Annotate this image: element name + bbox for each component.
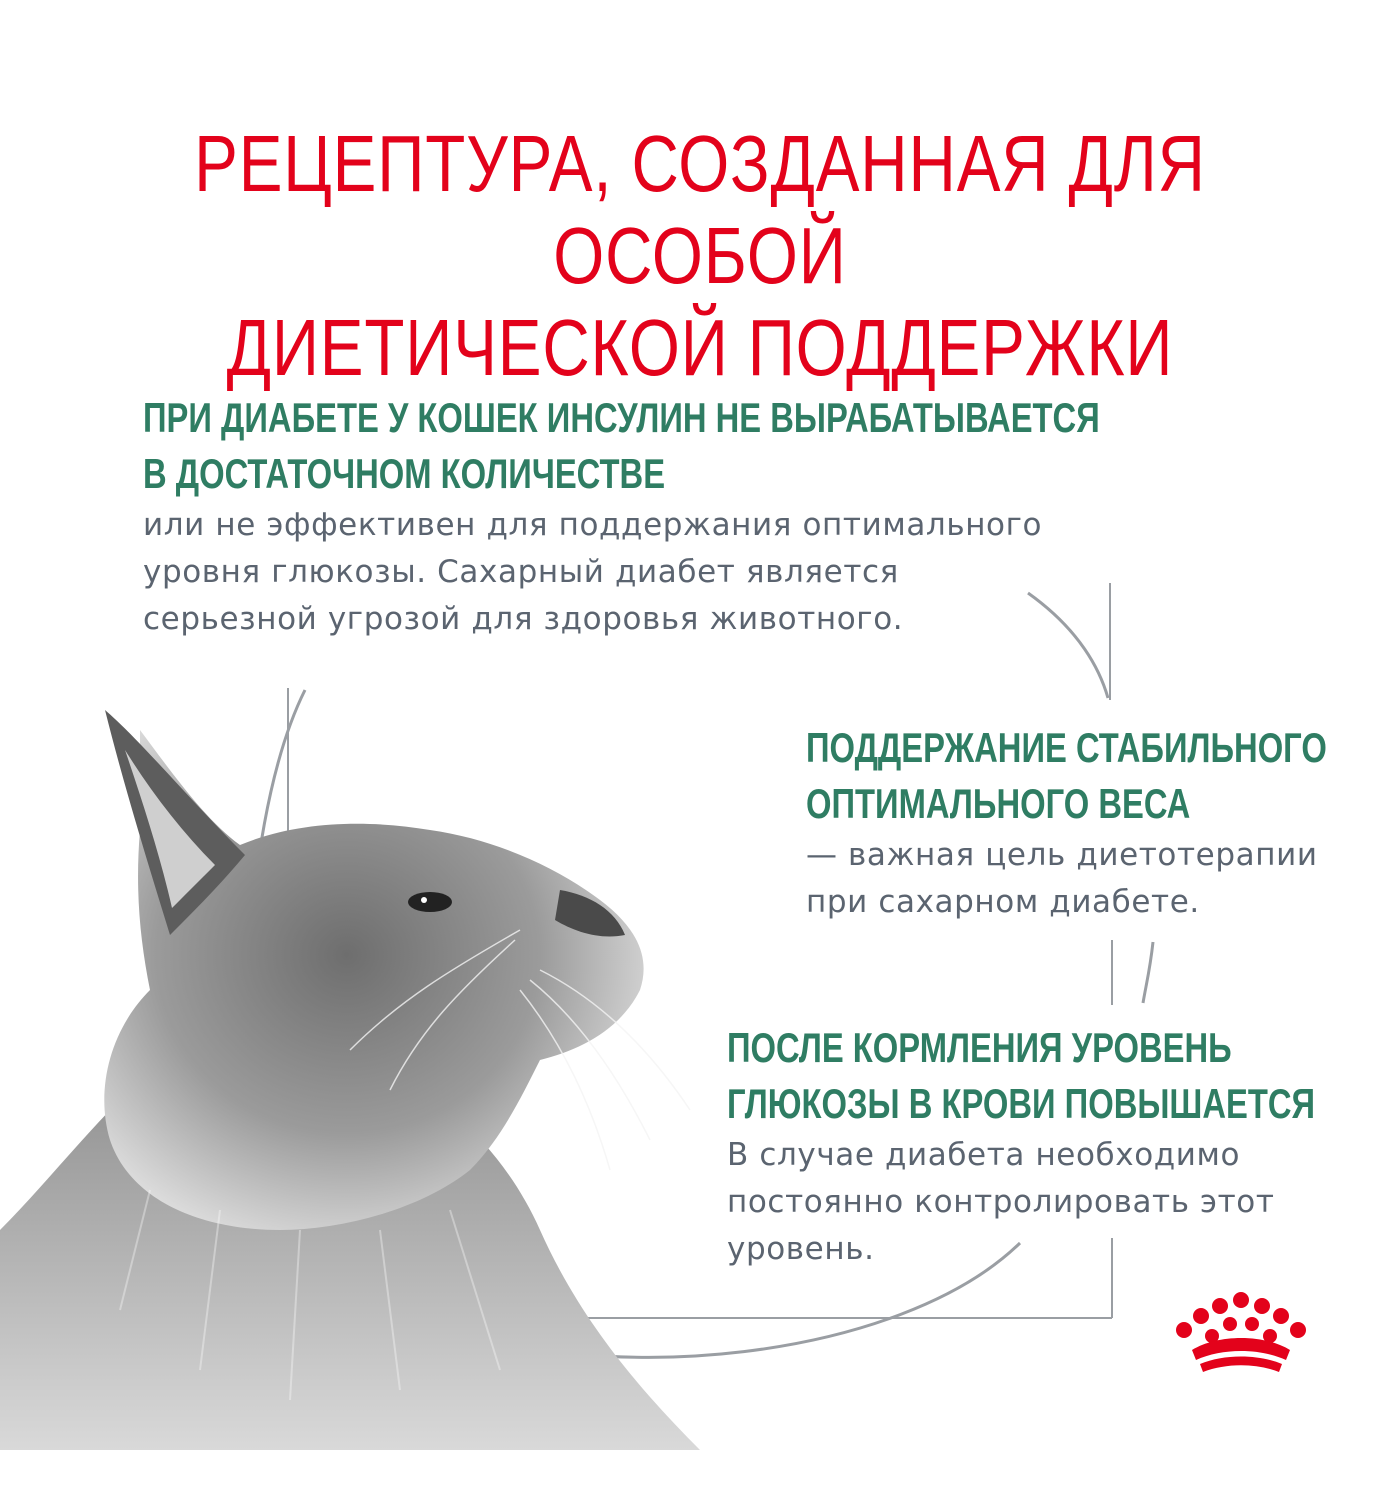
block-title [143,390,1100,502]
block-title-line: ПРИ ДИАБЕТЕ У КОШЕК ИНСУЛИН НЕ ВЫРАБАТЫВАЕТСЯ [143,394,1100,441]
block-body-line: В случае диабета необходимо [727,1137,1241,1173]
block-body [727,1132,1400,1273]
page-title [126,118,1274,394]
block-body [143,502,1370,643]
block-body-line: уровень. [727,1231,875,1267]
block-body-line: уровня глюкозы. Сахарный диабет является [143,554,899,590]
block-title [727,1020,1315,1132]
info-block-diabetes [143,390,1370,643]
title-line-2: ДИЕТИЧЕСКОЙ ПОДДЕРЖКИ [226,303,1174,392]
block-title-line: ГЛЮКОЗЫ В КРОВИ ПОВЫШАЕТСЯ [727,1080,1316,1127]
cat-photo-icon [0,670,700,1450]
info-block-weight [806,720,1400,926]
title-line-1: РЕЦЕПТУРА, СОЗДАННАЯ ДЛЯ ОСОБОЙ [194,119,1206,300]
info-block-glucose [727,1020,1400,1273]
block-body-line: серьезной угрозой для здоровья животного. [143,601,904,637]
crown-logo-icon [1168,1290,1314,1378]
block-body-line: — важная цель диетотерапии [806,837,1318,873]
block-body-line: при сахарном диабете. [806,884,1200,920]
block-title-line: В ДОСТАТОЧНОМ КОЛИЧЕСТВЕ [143,450,666,497]
block-title-line: ОПТИМАЛЬНОГО ВЕСА [806,780,1191,827]
block-title-line: ПОДДЕРЖАНИЕ СТАБИЛЬНОГО [806,724,1327,771]
block-title-line: ПОСЛЕ КОРМЛЕНИЯ УРОВЕНЬ [727,1024,1232,1071]
block-body-line: постоянно контролировать этот [727,1184,1275,1220]
block-title [806,720,1327,832]
block-body [806,832,1400,926]
block-body-line: или не эффективен для поддержания оптимального [143,507,1043,543]
